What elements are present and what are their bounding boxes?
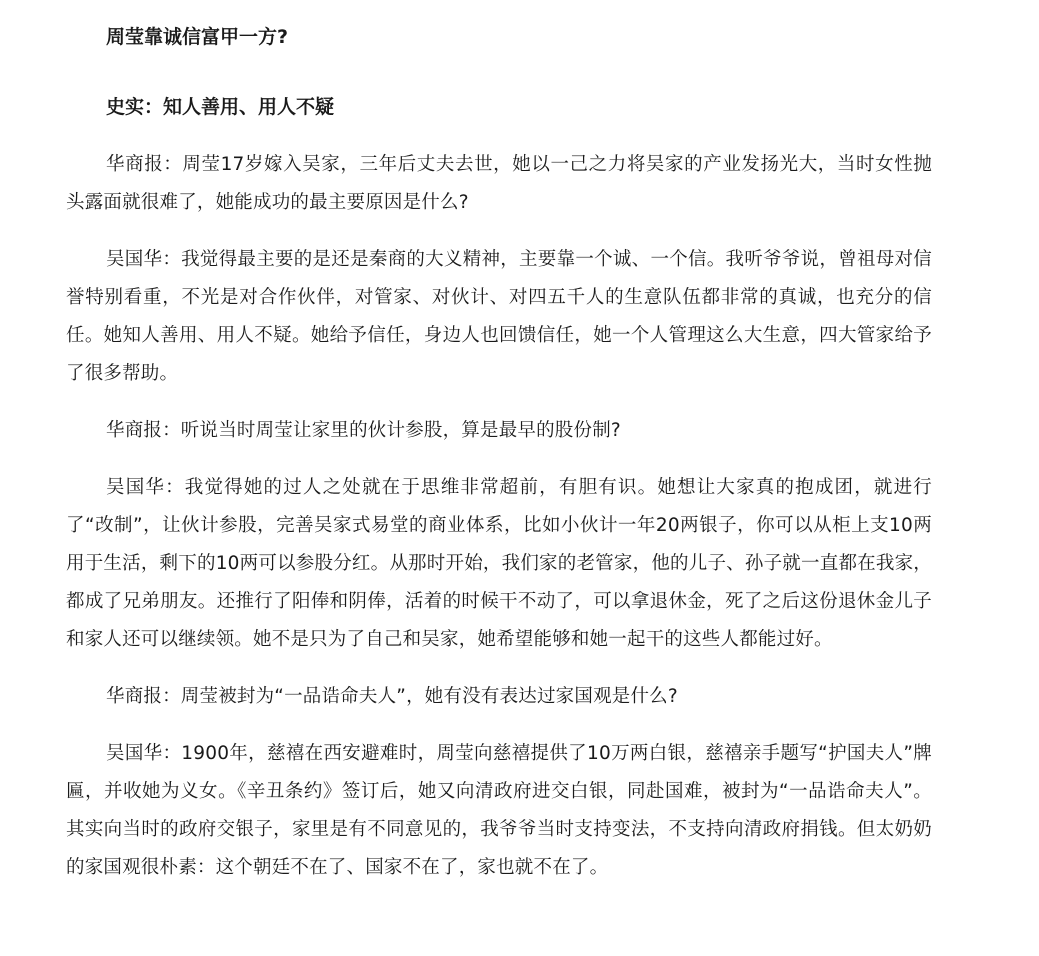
paragraph-question-1: 华商报：周莹17岁嫁入吴家，三年后丈夫去世，她以一己之力将吴家的产业发扬光大，当时女性抛头露面就很难了，她能成功的最主要原因是什么? bbox=[66, 154, 932, 213]
paragraph-question-2: 华商报：听说当时周莹让家里的伙计参股，算是最早的股份制? bbox=[106, 420, 621, 441]
paragraph-answer-2: 吴国华：我觉得她的过人之处就在于思维非常超前，有胆有识。她想让大家真的抱成团，就进行了“改制”，让伙计参股，完善吴家式易堂的商业体系，比如小伙计一年20两银子，你可以从柜上支10两用于生活，剩下的10两可以参股分红。从那时开始，我们家的老管家，他的儿子、孙子就一直都在我家，都成了兄弟朋友。还推行了阳俸和阴俸，活着的时候干不动了，可以拿退休金，死了之后这份退休金儿子和家人还可以继续领。她不是只为了自己和吴家，她希望能够和她一起干的这些人都能过好。 bbox=[66, 477, 932, 650]
article-body bbox=[66, 18, 932, 906]
paragraph-answer-3: 吴国华：1900年，慈禧在西安避难时，周莹向慈禧提供了10万两白银，慈禧亲手题写“护国夫人”牌匾，并收她为义女。《辛丑条约》签订后，她又向清政府进交白银，同赴国难，被封为“一品诰命夫人”。其实向当时的政府交银子，家里是有不同意见的，我爷爷当时支持变法，不支持向清政府捐钱。但太奶奶的家国观很朴素：这个朝廷不在了、国家不在了，家也就不在了。 bbox=[66, 743, 932, 878]
article-heading: 周莹靠诚信富甲一方? bbox=[106, 26, 289, 48]
paragraph-question-3: 华商报：周莹被封为“一品诰命夫人”，她有没有表达过家国观是什么? bbox=[106, 686, 678, 707]
article-subheading: 史实：知人善用、用人不疑 bbox=[106, 96, 335, 118]
paragraph-answer-1: 吴国华：我觉得最主要的是还是秦商的大义精神，主要靠一个诚、一个信。我听爷爷说，曾祖母对信誉特别看重，不光是对合作伙伴，对管家、对伙计、对四五千人的生意队伍都非常的真诚，也充分的信任。她知人善用、用人不疑。她给予信任，身边人也回馈信任，她一个人管理这么大生意，四大管家给予了很多帮助。 bbox=[66, 249, 932, 384]
